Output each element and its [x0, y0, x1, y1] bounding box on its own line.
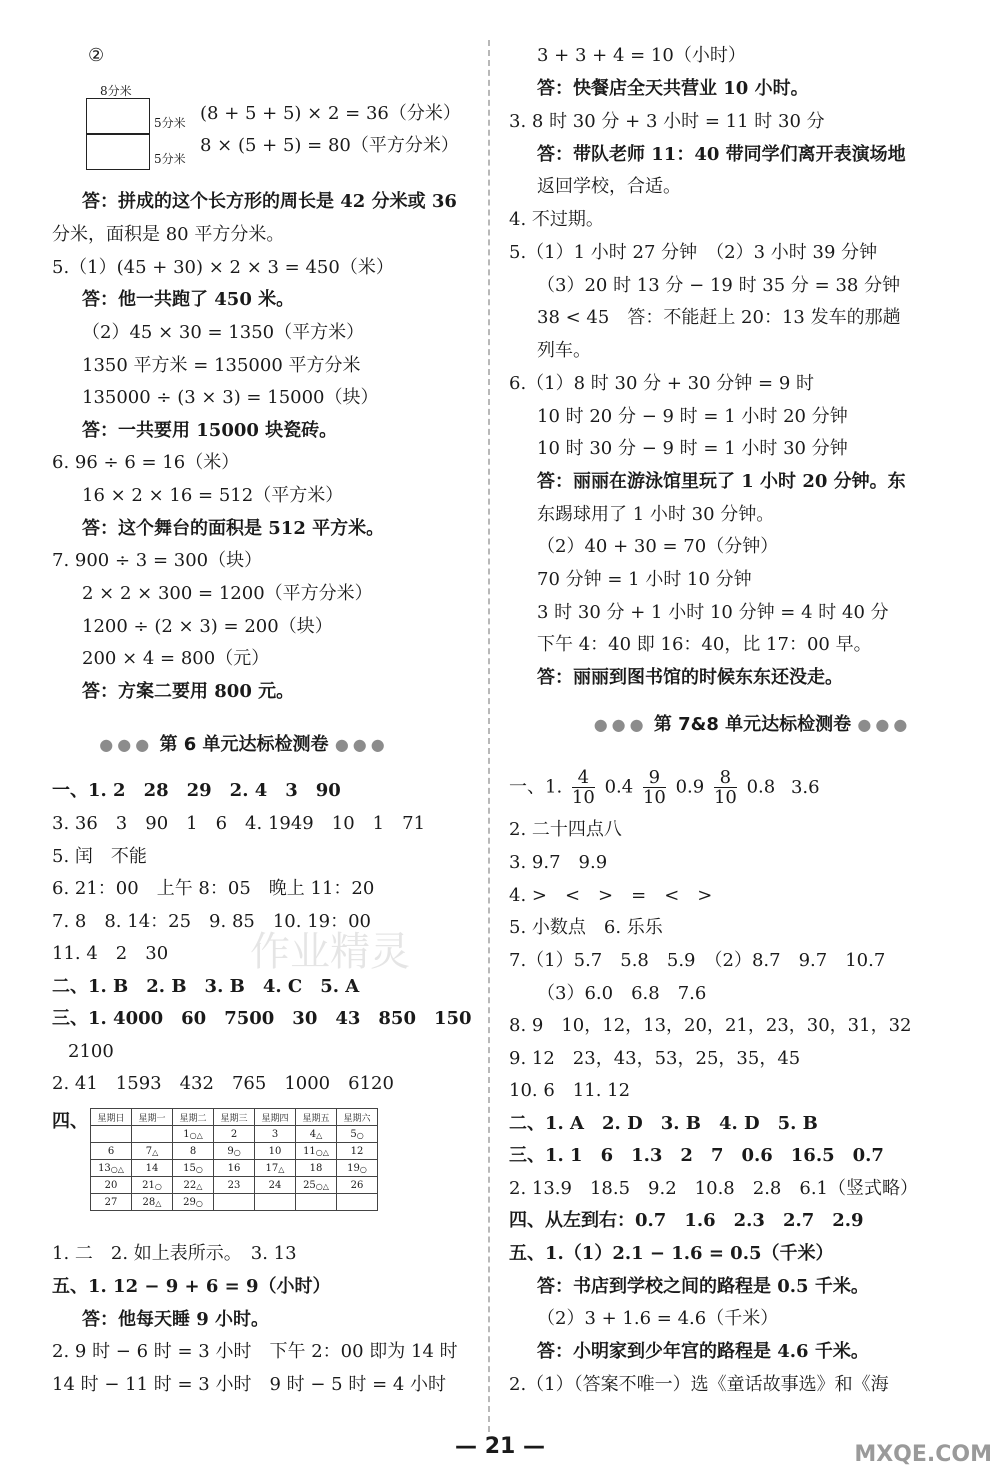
calendar-header-cell: 星期一 [132, 1109, 173, 1126]
text-line: 分米，面积是 80 平方分米。 [52, 224, 285, 245]
text-line: 列车。 [537, 340, 591, 361]
calendar-mark: ○ [356, 1130, 364, 1140]
text-line: 3. 9.7 9.9 [509, 852, 608, 873]
calendar-mark: ○ [154, 1181, 162, 1191]
calendar-cell: 13○△ [91, 1160, 132, 1177]
text-line: 16 × 2 × 16 = 512（平方米） [82, 485, 344, 506]
calendar-cell: 24 [255, 1177, 296, 1194]
text-line: （2）3 + 1.6 = 4.6（千米） [537, 1308, 779, 1329]
text-line: 答：小明家到少年宫的路程是 4.6 千米。 [537, 1341, 869, 1362]
calendar-cell: 19○ [337, 1160, 378, 1177]
heading-dots-right: ●●● [334, 735, 389, 754]
text-line: 6.（1）8 时 30 分 + 30 分钟 = 9 时 [509, 373, 814, 394]
text-line: 答：他每天睡 9 小时。 [82, 1309, 270, 1330]
text-line: 2. 9 时 − 6 时 = 3 小时 下午 2：00 即为 14 时 [52, 1341, 458, 1362]
calendar-cell: 28△ [132, 1194, 173, 1211]
text-line: 答：一共要用 15000 块瓷砖。 [82, 420, 338, 441]
text-line: 答：书店到学校之间的路程是 0.5 千米。 [537, 1276, 869, 1297]
diagram-equation-2: 8 × (5 + 5) = 80（平方分米） [200, 135, 459, 156]
calendar-cell: 18 [296, 1160, 337, 1177]
text-line: 3. 8 时 30 分 + 3 小时 = 11 时 30 分 [509, 111, 825, 132]
text-line: 1350 平方米 = 135000 平方分米 [82, 355, 361, 376]
text-line: 2 × 2 × 300 = 1200（平方分米） [82, 583, 373, 604]
fraction-question-line [509, 768, 820, 807]
text-line: 7. 900 ÷ 3 = 300（块） [52, 550, 263, 571]
section-title-unit6: 第 6 单元达标检测卷 [159, 734, 329, 755]
text-line: 7. 8 8. 14：25 9. 85 10. 19：00 [52, 911, 372, 932]
diagram-equation-1: (8 + 5 + 5) × 2 = 36（分米） [200, 103, 461, 124]
heading-dots-left: ●●● [593, 715, 648, 734]
text-line: 5.（1）1 小时 27 分钟 （2）3 小时 39 分钟 [509, 242, 878, 263]
q1-value-2: 0.9 [675, 776, 705, 798]
column-divider [488, 40, 490, 1432]
corner-watermark: MXQE.COM [854, 1442, 992, 1467]
text-line: 7.（1）5.7 5.8 5.9 （2）8.7 9.7 10.7 [509, 950, 886, 971]
diagram-top-label: 8分米 [100, 84, 132, 98]
calendar-cell: 25○△ [296, 1177, 337, 1194]
text-line: 4. > < > = < > [509, 885, 713, 906]
calendar-cell: 22△ [173, 1177, 214, 1194]
text-line: 3 时 30 分 + 1 小时 10 分钟 = 4 时 40 分 [537, 602, 889, 623]
text-line: 70 分钟 = 1 小时 10 分钟 [537, 569, 752, 590]
calendar-header-cell: 星期二 [173, 1109, 214, 1126]
calendar-mark: ○△ [315, 1181, 329, 1191]
fraction-3-numerator: 8 [714, 768, 737, 788]
text-line: 二、1. A 2. D 3. B 4. D 5. B [509, 1113, 818, 1134]
heading-dots-right: ●●● [857, 715, 912, 734]
calendar-mark: ○△ [189, 1130, 203, 1140]
text-line: 10. 6 11. 12 [509, 1080, 631, 1101]
text-line: 三、1. 1 6 1.3 2 7 0.6 16.5 0.7 [509, 1145, 884, 1166]
calendar-table [90, 1108, 378, 1211]
q1-value-4: 3.6 [790, 776, 820, 798]
text-line: 三、1. 4000 60 7500 30 43 850 150 [52, 1008, 472, 1029]
text-line: 3 + 3 + 4 = 10（小时） [537, 45, 746, 66]
text-line: 6. 21：00 上午 8：05 晚上 11：20 [52, 878, 375, 899]
fraction-1-numerator: 4 [572, 768, 595, 788]
text-line: （3）6.0 6.8 7.6 [537, 983, 707, 1004]
text-line: 返回学校，合适。 [537, 176, 681, 197]
sub-item-marker: ② [88, 45, 105, 66]
calendar-cell: 6 [91, 1143, 132, 1160]
calendar-mark: ○△ [315, 1147, 329, 1157]
text-line: 答：这个舞台的面积是 512 平方米。 [82, 518, 385, 539]
calendar-cell [214, 1194, 255, 1211]
fraction-3 [714, 768, 737, 807]
calendar-mark: ○ [195, 1164, 203, 1174]
text-line: 5. 小数点 6. 乐乐 [509, 917, 663, 938]
calendar-mark: ○ [359, 1164, 367, 1174]
calendar-cell [91, 1126, 132, 1143]
text-line: 10 时 30 分 − 9 时 = 1 小时 30 分钟 [537, 438, 848, 459]
text-line: 4. 不过期。 [509, 209, 604, 230]
calendar-cell: 3 [255, 1126, 296, 1143]
calendar-cell: 7△ [132, 1143, 173, 1160]
text-line: 答：丽丽在游泳馆里玩了 1 小时 20 分钟。东 [537, 471, 906, 492]
calendar-cell: 17△ [255, 1160, 296, 1177]
diagram-lower-rect [86, 134, 150, 170]
q1-value-1: 0.4 [604, 776, 634, 798]
text-line: 1200 ÷ (2 × 3) = 200（块） [82, 616, 333, 637]
section-heading-unit78 [505, 713, 1000, 737]
fraction-1 [572, 768, 595, 807]
text-line: （3）20 时 13 分 − 19 时 35 分 = 38 分钟 [537, 275, 901, 296]
calendar-cell: 23 [214, 1177, 255, 1194]
diagram-upper-rect [86, 98, 150, 134]
calendar-cell: 12 [337, 1143, 378, 1160]
calendar-mark: ○△ [110, 1164, 124, 1174]
calendar-cell: 14 [132, 1160, 173, 1177]
text-line: 38 < 45 答：不能赶上 20：13 发车的那趟 [537, 307, 901, 328]
calendar-cell: 20 [91, 1177, 132, 1194]
calendar-cell: 15○ [173, 1160, 214, 1177]
text-line: （2）40 + 30 = 70（分钟） [537, 536, 779, 557]
calendar-cell: 11○△ [296, 1143, 337, 1160]
calendar-mark: ○ [195, 1198, 203, 1208]
fraction-2 [643, 768, 666, 807]
text-line: 四、从左到右：0.7 1.6 2.3 2.7 2.9 [509, 1210, 864, 1231]
calendar-cell: 1○△ [173, 1126, 214, 1143]
text-line: 1. 二 2. 如上表所示。 3. 13 [52, 1243, 297, 1264]
text-line: 五、1. 12 − 9 + 6 = 9（小时） [52, 1276, 331, 1297]
center-watermark: 作业精灵 [250, 929, 410, 975]
calendar-header-cell: 星期六 [337, 1109, 378, 1126]
calendar-header-cell: 星期三 [214, 1109, 255, 1126]
text-line: 135000 ÷ (3 × 3) = 15000（块） [82, 387, 379, 408]
calendar-cell: 4△ [296, 1126, 337, 1143]
text-line: 下午 4：40 即 16：40，比 17：00 早。 [537, 634, 872, 655]
calendar-cell [296, 1194, 337, 1211]
text-line: 9. 12 23，43，53，25，35，45 [509, 1048, 801, 1069]
calendar-mark: △ [278, 1164, 285, 1174]
text-line: 6. 96 ÷ 6 = 16（米） [52, 452, 240, 473]
calendar-cell: 8 [173, 1143, 214, 1160]
text-line: 答：带队老师 11：40 带同学们离开表演场地 [537, 144, 906, 165]
calendar-cell: 29○ [173, 1194, 214, 1211]
calendar-mark: △ [152, 1147, 159, 1157]
calendar-cell: 26 [337, 1177, 378, 1194]
calendar-header-cell: 星期日 [91, 1109, 132, 1126]
calendar-cell: 2 [214, 1126, 255, 1143]
q1-prefix: 一、1. [509, 776, 563, 798]
text-line: 10 时 20 分 − 9 时 = 1 小时 20 分钟 [537, 406, 848, 427]
diagram-right-label-1: 5分米 [154, 116, 186, 130]
calendar-cell: 9○ [214, 1143, 255, 1160]
calendar-cell: 16 [214, 1160, 255, 1177]
text-line: 2. 二十四点八 [509, 819, 622, 840]
text-line: 二、1. B 2. B 3. B 4. C 5. A [52, 976, 360, 997]
text-line: （2）45 × 30 = 1350（平方米） [82, 322, 365, 343]
calendar-cell [132, 1126, 173, 1143]
heading-dots-left: ●●● [99, 735, 154, 754]
text-line: 答：快餐店全天共营业 10 小时。 [537, 78, 809, 99]
calendar-mark: △ [155, 1198, 162, 1208]
text-line: 5.（1）(45 + 30) × 2 × 3 = 450（米） [52, 257, 394, 278]
text-line: 答：方案二要用 800 元。 [82, 681, 295, 702]
fraction-1-denominator: 10 [571, 787, 595, 808]
text-line: 东踢球用了 1 小时 30 分钟。 [537, 504, 775, 525]
calendar-header-cell: 星期五 [296, 1109, 337, 1126]
diagram-right-label-2: 5分米 [154, 152, 186, 166]
fraction-2-denominator: 10 [642, 787, 666, 808]
text-line: 3. 36 3 90 1 6 4. 1949 10 1 71 [52, 813, 426, 834]
calendar-header-cell: 星期四 [255, 1109, 296, 1126]
section-title-unit78: 第 7&8 单元达标检测卷 [653, 714, 852, 735]
text-line: 五、1.（1）2.1 − 1.6 = 0.5（千米） [509, 1243, 834, 1264]
calendar-mark: △ [196, 1181, 203, 1191]
question-four-label: 四、 [52, 1111, 88, 1132]
calendar-cell [337, 1194, 378, 1211]
text-line: 2. 13.9 18.5 9.2 10.8 2.8 6.1（竖式略） [509, 1178, 919, 1199]
text-line: 答：丽丽到图书馆的时候东东还没走。 [537, 667, 843, 688]
text-line: 2. 41 1593 432 765 1000 6120 [52, 1073, 394, 1094]
text-line: 14 时 − 11 时 = 3 小时 9 时 − 5 时 = 4 小时 [52, 1374, 447, 1395]
calendar-mark: △ [316, 1130, 323, 1140]
calendar-cell: 21○ [132, 1177, 173, 1194]
calendar-cell: 5○ [337, 1126, 378, 1143]
text-line: 5. 闰 不能 [52, 846, 147, 867]
text-line: 8. 9 10，12，13，20，21，23，30，31，32 [509, 1015, 912, 1036]
page-number: — 21 — [455, 1434, 545, 1459]
text-line: 200 × 4 = 800（元） [82, 648, 270, 669]
calendar-cell [255, 1194, 296, 1211]
text-line: 答：拼成的这个长方形的周长是 42 分米或 36 [82, 191, 457, 212]
section-heading-unit6 [0, 733, 488, 757]
fraction-2-numerator: 9 [643, 768, 666, 788]
calendar-cell: 10 [255, 1143, 296, 1160]
fraction-3-denominator: 10 [713, 787, 737, 808]
text-line: 2100 [68, 1041, 114, 1062]
calendar-mark: ○ [233, 1147, 241, 1157]
text-line: 2.（1）（答案不唯一）选《童话故事选》和《海 [509, 1374, 889, 1395]
q1-value-3: 0.8 [746, 776, 776, 798]
text-line: 一、1. 2 28 29 2. 4 3 90 [52, 780, 341, 801]
text-line: 答：他一共跑了 450 米。 [82, 289, 295, 310]
text-line: 11. 4 2 30 [52, 943, 169, 964]
calendar-cell: 27 [91, 1194, 132, 1211]
